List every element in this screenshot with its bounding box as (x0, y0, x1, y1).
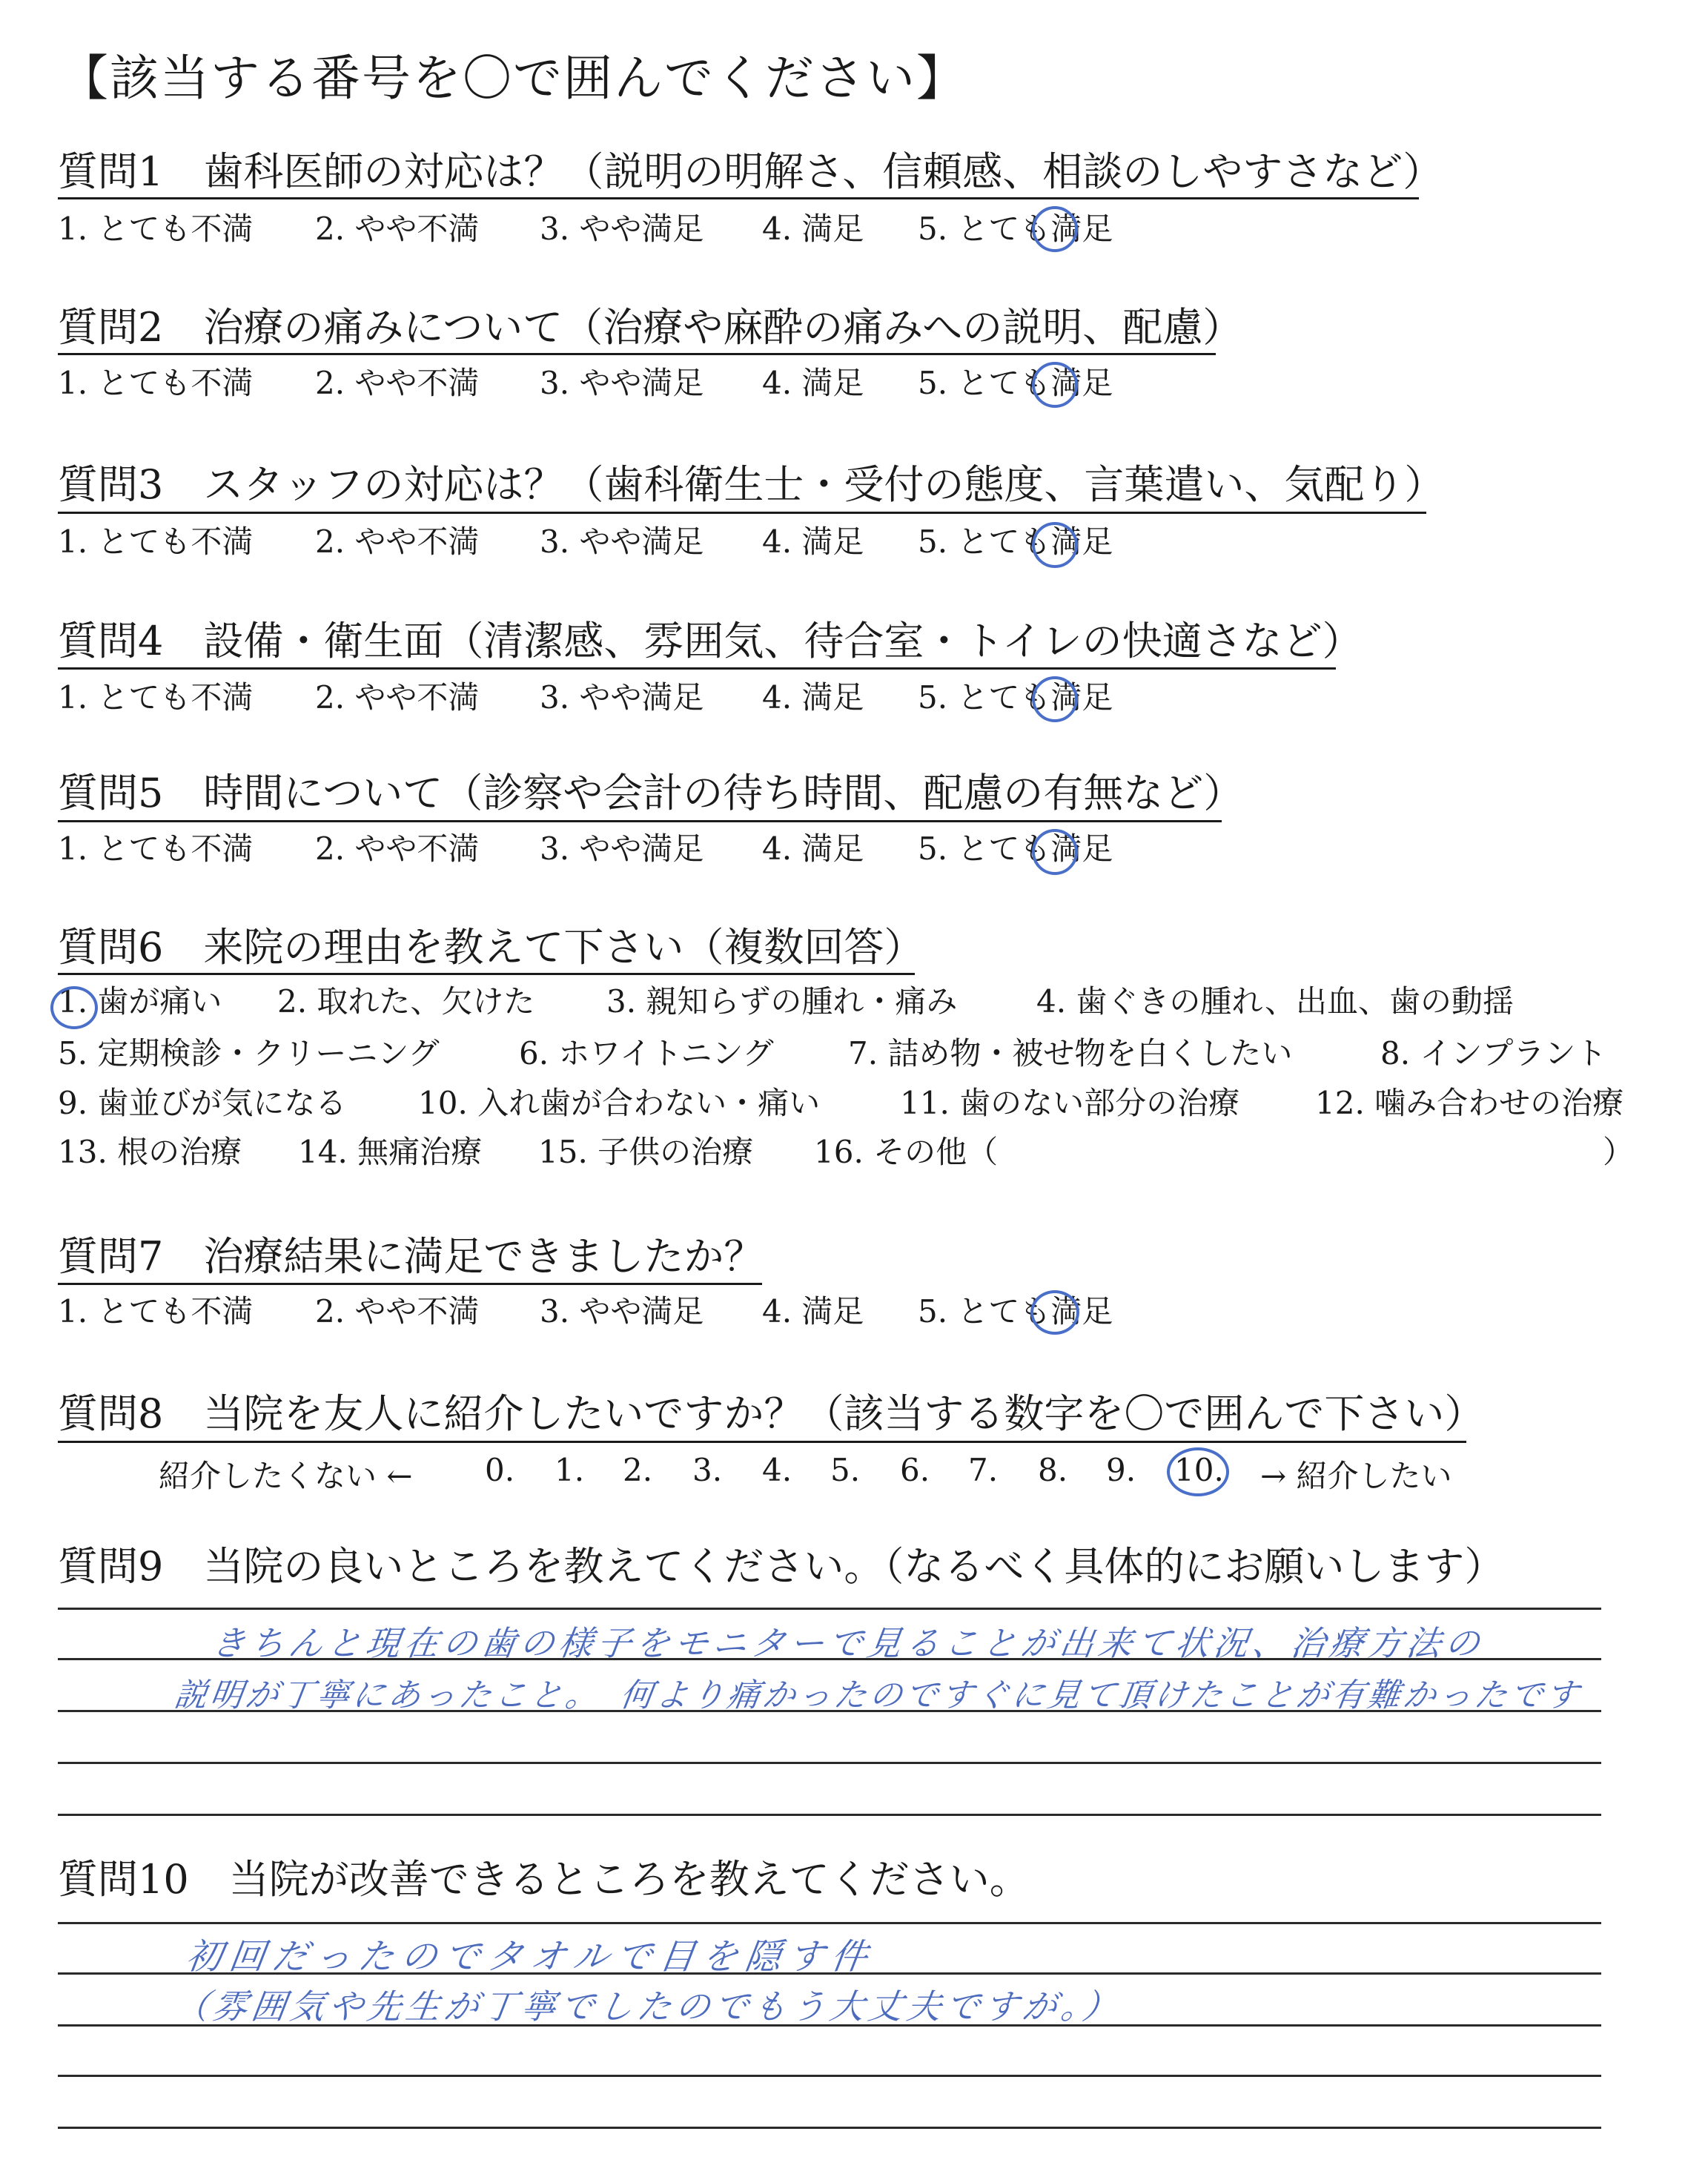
q7-selection-circle (1030, 1290, 1079, 1335)
q8-selection-circle (1167, 1447, 1229, 1496)
q2-option-5[interactable]: 5. とても満足 (918, 365, 1113, 401)
question-7-options (0, 1293, 1708, 1333)
answer-line (58, 1608, 1601, 1610)
q3-option-5[interactable]: 5. とても満足 (918, 524, 1113, 560)
q1-option-3[interactable]: 3. やや満足 (540, 211, 704, 247)
q7-option-1[interactable]: 1. とても不満 (58, 1293, 254, 1330)
q5-selection-circle (1032, 829, 1078, 875)
question-4-underline (58, 667, 1336, 670)
q3-option-1[interactable]: 1. とても不満 (58, 524, 254, 560)
question-1-underline (58, 197, 1419, 199)
q4-option-1[interactable]: 1. とても不満 (58, 679, 254, 716)
question-4-options (0, 679, 1708, 719)
scale-option-0[interactable]: 0. (485, 1452, 515, 1488)
q9-handwritten-line-2: 説明が丁寧にあったこと。 何より痛かったのですぐに見て頂けたことが有難かったです (171, 1677, 1584, 1714)
q4-option-4[interactable]: 4. 満足 (762, 679, 864, 716)
question-3-underline (58, 512, 1426, 514)
recommend-scale (0, 1452, 1708, 1496)
answer-line (58, 1922, 1601, 1924)
scale-option-10[interactable]: 10. (1174, 1452, 1224, 1488)
question-5-label: 質問5 時間について（診察や会計の待ち時間、配慮の有無など） (58, 770, 1244, 816)
q9-handwritten-line-1: きちんと現在の歯の様子をモニターで見ることが出来て状況、治療方法の (208, 1623, 1487, 1663)
q6-option-15[interactable]: 15. 子供の治療 (538, 1134, 754, 1170)
question-10-label: 質問10 当院が改善できるところを教えてください。 (58, 1856, 1030, 1903)
scale-option-6[interactable]: 6. (900, 1452, 930, 1488)
q6-option-8[interactable]: 8. インプラント (1380, 1035, 1607, 1071)
q5-option-1[interactable]: 1. とても不満 (58, 830, 254, 867)
scale-option-7[interactable]: 7. (968, 1452, 999, 1488)
q2-option-4[interactable]: 4. 満足 (762, 365, 864, 401)
q1-selection-circle (1032, 206, 1078, 252)
q3-option-3[interactable]: 3. やや満足 (540, 524, 704, 560)
q2-option-1[interactable]: 1. とても不満 (58, 365, 254, 401)
q10-handwritten-line-2: （雰囲気や先生が丁寧でしたのでもう大丈夫ですが。） (171, 1986, 1125, 2027)
scale-option-9[interactable]: 9. (1106, 1452, 1136, 1488)
q6-option-7[interactable]: 7. 詰め物・被せ物を白くしたい (848, 1035, 1293, 1071)
question-1-options (0, 211, 1708, 251)
question-2-options (0, 365, 1708, 405)
scale-left-label: 紹介したくない ← (159, 1458, 413, 1494)
q6-option-16-close-paren: ） (1603, 1134, 1635, 1170)
q5-option-2[interactable]: 2. やや不満 (315, 830, 480, 867)
q10-handwritten-line-1: 初回だったのでタオルで目を隠す件 (183, 1936, 878, 1978)
answer-line (58, 1814, 1601, 1816)
question-6-label: 質問6 来院の理由を教えて下さい（複数回答） (58, 924, 924, 971)
q2-option-2[interactable]: 2. やや不満 (315, 365, 480, 401)
question-3-options (0, 526, 1708, 564)
q6-option-10[interactable]: 10. 入れ歯が合わない・痛い (418, 1085, 821, 1121)
q1-option-2[interactable]: 2. やや不満 (315, 211, 480, 247)
q4-option-2[interactable]: 2. やや不満 (315, 679, 480, 716)
scale-option-3[interactable]: 3. (692, 1452, 723, 1488)
q6-option-12[interactable]: 12. 噛み合わせの治療 (1315, 1085, 1624, 1121)
question-2-label: 質問2 治療の痛みについて（治療や麻酔の痛みへの説明、配慮） (58, 304, 1243, 351)
q6-option-16[interactable]: 16. その他（ (814, 1134, 999, 1170)
scale-option-5[interactable]: 5. (830, 1452, 861, 1488)
question-5-options (0, 830, 1708, 871)
q1-option-4[interactable]: 4. 満足 (762, 211, 864, 247)
question-3-label: 質問3 スタッフの対応は？（歯科衛生士・受付の態度、言葉遣い、気配り） (58, 461, 1445, 508)
q6-option-4[interactable]: 4. 歯ぐきの腫れ、出血、歯の動揺 (1036, 983, 1514, 1020)
q6-option-13[interactable]: 13. 根の治療 (58, 1134, 242, 1170)
q2-option-3[interactable]: 3. やや満足 (540, 365, 704, 401)
q6-option-3[interactable]: 3. 親知らずの腫れ・痛み (606, 983, 958, 1020)
q7-option-4[interactable]: 4. 満足 (762, 1293, 864, 1330)
q2-selection-circle (1032, 362, 1078, 408)
q5-option-4[interactable]: 4. 満足 (762, 830, 864, 867)
q6-option-14[interactable]: 14. 無痛治療 (298, 1134, 483, 1170)
q4-option-5[interactable]: 5. とても満足 (918, 679, 1113, 716)
q6-option-5[interactable]: 5. 定期検診・クリーニング (58, 1035, 440, 1071)
q5-option-3[interactable]: 3. やや満足 (540, 830, 704, 867)
q6-selection-circle (50, 986, 98, 1029)
question-7-label: 質問7 治療結果に満足できましたか？ (58, 1233, 764, 1280)
q7-option-5[interactable]: 5. とても満足 (918, 1293, 1113, 1330)
q1-option-1[interactable]: 1. とても不満 (58, 211, 254, 247)
q3-selection-circle (1032, 522, 1078, 568)
question-5-underline (58, 820, 1222, 822)
scale-option-4[interactable]: 4. (762, 1452, 792, 1488)
q6-option-2[interactable]: 2. 取れた、欠けた (277, 983, 535, 1020)
question-6-underline (58, 973, 915, 975)
question-4-label: 質問4 設備・衛生面（清潔感、雰囲気、待合室・トイレの快適さなど） (58, 618, 1363, 664)
q4-selection-circle (1032, 676, 1078, 722)
answer-line (58, 2127, 1601, 2129)
q7-option-3[interactable]: 3. やや満足 (540, 1293, 704, 1330)
q4-option-3[interactable]: 3. やや満足 (540, 679, 704, 716)
scale-right-label: → 紹介したい (1260, 1458, 1452, 1494)
q6-option-11[interactable]: 11. 歯のない部分の治療 (900, 1085, 1240, 1121)
q5-option-5[interactable]: 5. とても満足 (918, 830, 1113, 867)
q6-option-6[interactable]: 6. ホワイトニング (519, 1035, 774, 1071)
scale-option-2[interactable]: 2. (623, 1452, 653, 1488)
scale-option-1[interactable]: 1. (555, 1452, 585, 1488)
q3-option-2[interactable]: 2. やや不満 (315, 524, 480, 560)
scale-option-8[interactable]: 8. (1038, 1452, 1068, 1488)
question-8-label: 質問8 当院を友人に紹介したいですか？（該当する数字を〇で囲んで下さい） (58, 1390, 1485, 1437)
question-7-underline (58, 1283, 762, 1285)
q1-option-5[interactable]: 5. とても満足 (918, 211, 1113, 247)
question-2-underline (58, 353, 1216, 355)
page-title: 【該当する番号を〇で囲んでください】 (59, 50, 967, 107)
question-9-label: 質問9 当院の良いところを教えてください。（なるべく具体的にお願いします） (58, 1543, 1505, 1590)
answer-line (58, 2075, 1601, 2077)
question-8-underline (58, 1441, 1466, 1443)
q7-option-2[interactable]: 2. やや不満 (315, 1293, 480, 1330)
question-1-label: 質問1 歯科医師の対応は？（説明の明解さ、信頼感、相談のしやすさなど） (58, 148, 1443, 195)
q6-option-1[interactable]: 1. 歯が痛い (58, 983, 222, 1020)
answer-line (58, 1762, 1601, 1764)
q6-option-9[interactable]: 9. 歯並びが気になる (58, 1085, 347, 1121)
q3-option-4[interactable]: 4. 満足 (762, 524, 864, 560)
question-6-options (0, 983, 1708, 1253)
